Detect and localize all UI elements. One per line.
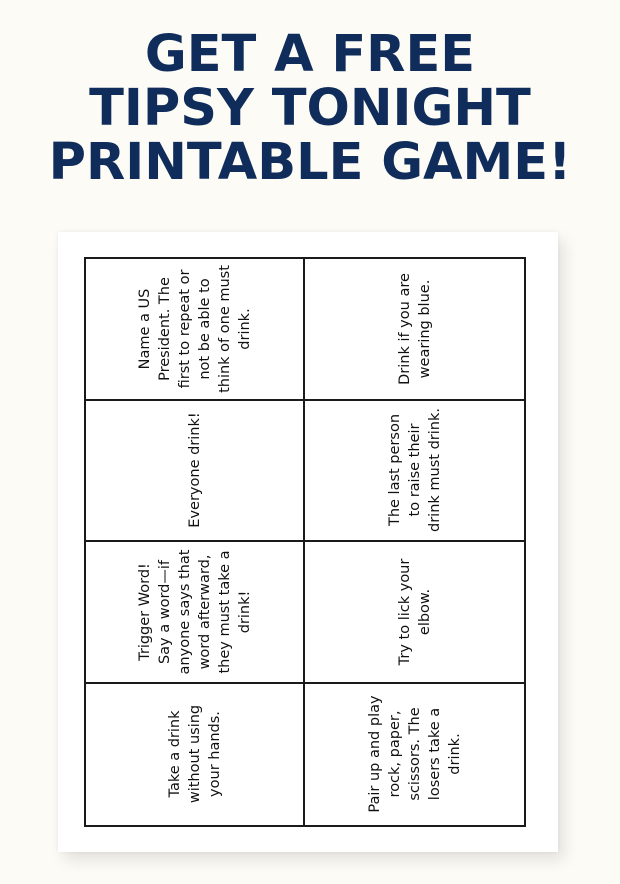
page-title bbox=[0, 25, 620, 192]
card-everyone bbox=[86, 401, 305, 543]
card-text: Everyone drink! bbox=[186, 412, 203, 528]
card-text: Trigger Word! Say a word—if anyone says that word afterward, they must take a drink! bbox=[136, 549, 253, 675]
card-last-person bbox=[305, 401, 524, 543]
card-text: Drink if you are wearing blue. bbox=[396, 272, 433, 385]
card-president bbox=[86, 259, 305, 401]
card-text: The last person to raise their drink must drink. bbox=[386, 408, 443, 533]
title-line-2: TIPSY TONIGHT bbox=[89, 79, 531, 138]
card-elbow bbox=[305, 542, 524, 684]
title-line-1: GET A FREE bbox=[144, 25, 476, 84]
card-grid bbox=[84, 257, 526, 827]
card-trigger-word bbox=[86, 542, 305, 684]
card-rock-paper-scissors bbox=[305, 684, 524, 826]
card-text: Take a drink without using your hands. bbox=[166, 705, 223, 804]
title-line-3: PRINTABLE GAME! bbox=[48, 133, 572, 192]
card-text: Pair up and play rock, paper, scissors. The losers take a drink. bbox=[366, 695, 463, 813]
card-text: Try to lick your elbow. bbox=[396, 558, 433, 666]
card-blue bbox=[305, 259, 524, 401]
card-no-hands bbox=[86, 684, 305, 826]
card-text: Name a US President. The first to repeat or not be able to think of one must drink. bbox=[136, 264, 253, 393]
